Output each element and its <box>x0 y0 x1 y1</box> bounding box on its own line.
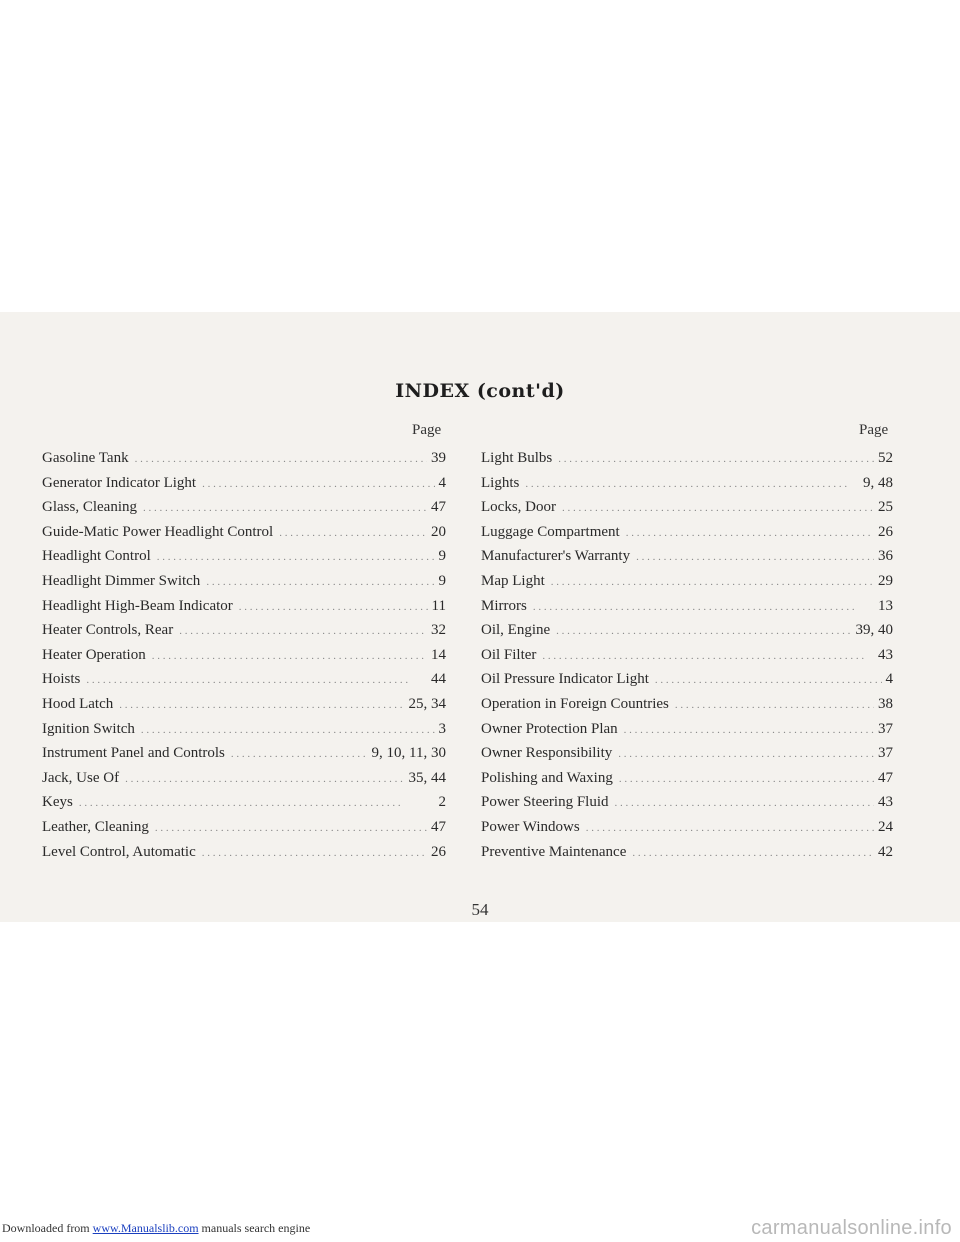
index-entry-pages: 38 <box>878 695 893 712</box>
dot-leader <box>79 797 435 809</box>
index-entry <box>481 573 893 598</box>
dot-leader <box>632 847 874 859</box>
dot-leader <box>179 625 427 637</box>
index-entry-label: Headlight High-Beam Indicator <box>42 597 233 614</box>
index-entry-pages: 52 <box>878 450 893 466</box>
index-entry-pages: 3 <box>438 720 446 737</box>
index-entry <box>42 745 446 770</box>
index-entry-pages: 25 <box>878 499 893 516</box>
index-entry <box>481 622 893 647</box>
index-entry-label: Preventive Maintenance <box>481 843 627 860</box>
index-entry <box>481 721 893 746</box>
dot-leader <box>135 453 427 465</box>
index-entry <box>42 696 446 721</box>
index-entry-label: Keys <box>42 794 73 811</box>
dot-leader <box>556 625 851 637</box>
index-entry-pages: 24 <box>878 818 893 835</box>
index-entry <box>481 671 893 696</box>
index-entry <box>42 819 446 844</box>
index-entry-label: Guide-Matic Power Headlight Control <box>42 523 274 540</box>
dot-leader <box>562 502 874 514</box>
dot-leader <box>155 822 427 834</box>
dot-leader <box>206 576 434 588</box>
index-entry <box>481 647 893 672</box>
index-entry <box>42 598 446 623</box>
index-entry <box>42 524 446 549</box>
index-entry-label: Heater Operation <box>42 646 146 663</box>
dot-leader <box>152 650 427 662</box>
site-watermark: carmanualsonline.info <box>751 1217 952 1239</box>
index-entry <box>481 794 893 819</box>
index-entry-label: Instrument Panel and Controls <box>42 745 225 762</box>
dot-leader <box>279 527 427 539</box>
page-title: INDEX (cont'd) <box>395 380 565 402</box>
index-entry-pages: 2 <box>438 794 446 811</box>
index-entry <box>42 671 446 696</box>
index-entry-label: Manufacturer's Warranty <box>481 548 631 565</box>
manualslib-link[interactable]: www.Manualslib.com <box>92 1221 199 1235</box>
dot-leader <box>551 576 874 588</box>
index-left-column <box>42 450 446 868</box>
index-entry-pages: 11 <box>431 597 446 614</box>
index-entry-label: Power Steering Fluid <box>481 794 609 811</box>
index-entry-label: Light Bulbs <box>481 450 553 466</box>
index-entry-pages: 9 <box>438 572 446 589</box>
index-entry <box>42 450 446 475</box>
index-entry-pages: 47 <box>878 769 893 786</box>
index-entry-label: Hood Latch <box>42 695 114 712</box>
index-entry <box>42 844 446 869</box>
index-entry-label: Hoists <box>42 671 81 688</box>
dot-leader <box>202 847 427 859</box>
dot-leader <box>231 748 368 760</box>
dot-leader <box>119 699 404 711</box>
dot-leader <box>558 453 874 465</box>
index-entry-pages: 13 <box>878 597 893 614</box>
dot-leader <box>141 724 435 736</box>
index-entry-pages: 9 <box>438 548 446 565</box>
index-entry <box>42 499 446 524</box>
dot-leader <box>615 797 875 809</box>
dot-leader <box>125 773 404 785</box>
right-page-column-header: Page <box>859 422 889 438</box>
index-entry-label: Polishing and Waxing <box>481 769 613 786</box>
page-number: 54 <box>471 900 489 919</box>
index-entry <box>481 745 893 770</box>
index-entry-label: Luggage Compartment <box>481 523 620 540</box>
index-entry-pages: 43 <box>878 794 893 811</box>
index-entry-pages: 25, 34 <box>408 695 446 712</box>
index-entry <box>481 524 893 549</box>
index-entry-pages: 14 <box>431 646 446 663</box>
index-entry-label: Generator Indicator Light <box>42 474 197 491</box>
index-entry-pages: 26 <box>431 843 446 860</box>
index-entry-label: Level Control, Automatic <box>42 843 196 860</box>
index-entry <box>42 647 446 672</box>
index-entry-label: Gasoline Tank <box>42 450 129 466</box>
dot-leader <box>636 551 874 563</box>
index-entry-pages: 9, 48 <box>863 474 893 491</box>
index-entry-pages: 47 <box>431 818 446 835</box>
index-entry-pages: 36 <box>878 548 893 565</box>
index-entry-pages: 20 <box>431 523 446 540</box>
index-entry-label: Power Windows <box>481 818 580 835</box>
index-entry-label: Jack, Use Of <box>42 769 120 786</box>
index-entry-label: Leather, Cleaning <box>42 818 149 835</box>
dot-leader <box>626 527 874 539</box>
index-entry <box>42 770 446 795</box>
index-entry-pages: 29 <box>878 572 893 589</box>
index-entry <box>42 573 446 598</box>
dot-leader <box>586 822 874 834</box>
dot-leader <box>618 748 874 760</box>
index-entry <box>42 475 446 500</box>
index-entry <box>42 721 446 746</box>
index-entry <box>481 696 893 721</box>
index-entry-label: Headlight Dimmer Switch <box>42 572 201 589</box>
dot-leader <box>533 601 874 613</box>
index-entry-label: Heater Controls, Rear <box>42 622 174 639</box>
index-entry-pages: 9, 10, 11, 30 <box>371 745 446 762</box>
dot-leader <box>624 724 874 736</box>
index-entry <box>481 819 893 844</box>
index-entry-label: Headlight Control <box>42 548 151 565</box>
index-right-column <box>481 450 893 868</box>
index-entry <box>481 499 893 524</box>
index-entry-pages: 4 <box>885 671 893 688</box>
index-entry-label: Owner Protection Plan <box>481 720 618 737</box>
dot-leader <box>202 478 434 490</box>
dot-leader <box>525 478 859 490</box>
index-entry-label: Oil Filter <box>481 646 537 663</box>
dot-leader <box>619 773 874 785</box>
index-entry-label: Map Light <box>481 572 545 589</box>
index-entry-pages: 42 <box>878 843 893 860</box>
download-notice <box>2 1221 310 1236</box>
dot-leader <box>239 601 428 613</box>
dot-leader <box>143 502 427 514</box>
index-entry-label: Glass, Cleaning <box>42 499 137 516</box>
index-entry <box>481 598 893 623</box>
footer <box>0 1210 960 1242</box>
dot-leader <box>655 674 882 686</box>
index-entry <box>481 548 893 573</box>
index-entry-pages: 39, 40 <box>855 622 893 639</box>
index-entry <box>481 770 893 795</box>
index-entry-pages: 39 <box>431 450 446 466</box>
dot-leader <box>675 699 874 711</box>
index-entry <box>481 844 893 869</box>
index-entry-pages: 26 <box>878 523 893 540</box>
footer-prefix: Downloaded from <box>2 1221 93 1235</box>
index-entry-label: Oil Pressure Indicator Light <box>481 671 649 688</box>
index-entry-pages: 4 <box>438 474 446 491</box>
index-entry <box>481 475 893 500</box>
index-entry-pages: 44 <box>431 671 446 688</box>
index-entry <box>42 622 446 647</box>
index-entry-pages: 47 <box>431 499 446 516</box>
index-entry-label: Mirrors <box>481 597 527 614</box>
index-entry-pages: 32 <box>431 622 446 639</box>
index-entry-label: Lights <box>481 474 520 491</box>
left-page-column-header: Page <box>412 422 442 438</box>
index-entry-pages: 37 <box>878 720 893 737</box>
index-entry-label: Oil, Engine <box>481 622 551 639</box>
dot-leader <box>86 674 427 686</box>
index-entry-label: Ignition Switch <box>42 720 135 737</box>
footer-suffix: manuals search engine <box>198 1221 311 1235</box>
index-entry-label: Operation in Foreign Countries <box>481 695 669 712</box>
index-entry <box>481 450 893 475</box>
index-entry-label: Owner Responsibility <box>481 745 613 762</box>
dot-leader <box>542 650 874 662</box>
index-entry-pages: 37 <box>878 745 893 762</box>
index-entry <box>42 548 446 573</box>
index-entry-pages: 35, 44 <box>408 769 446 786</box>
dot-leader <box>157 551 435 563</box>
index-entry-pages: 43 <box>878 646 893 663</box>
index-entry <box>42 794 446 819</box>
index-entry-label: Locks, Door <box>481 499 556 516</box>
